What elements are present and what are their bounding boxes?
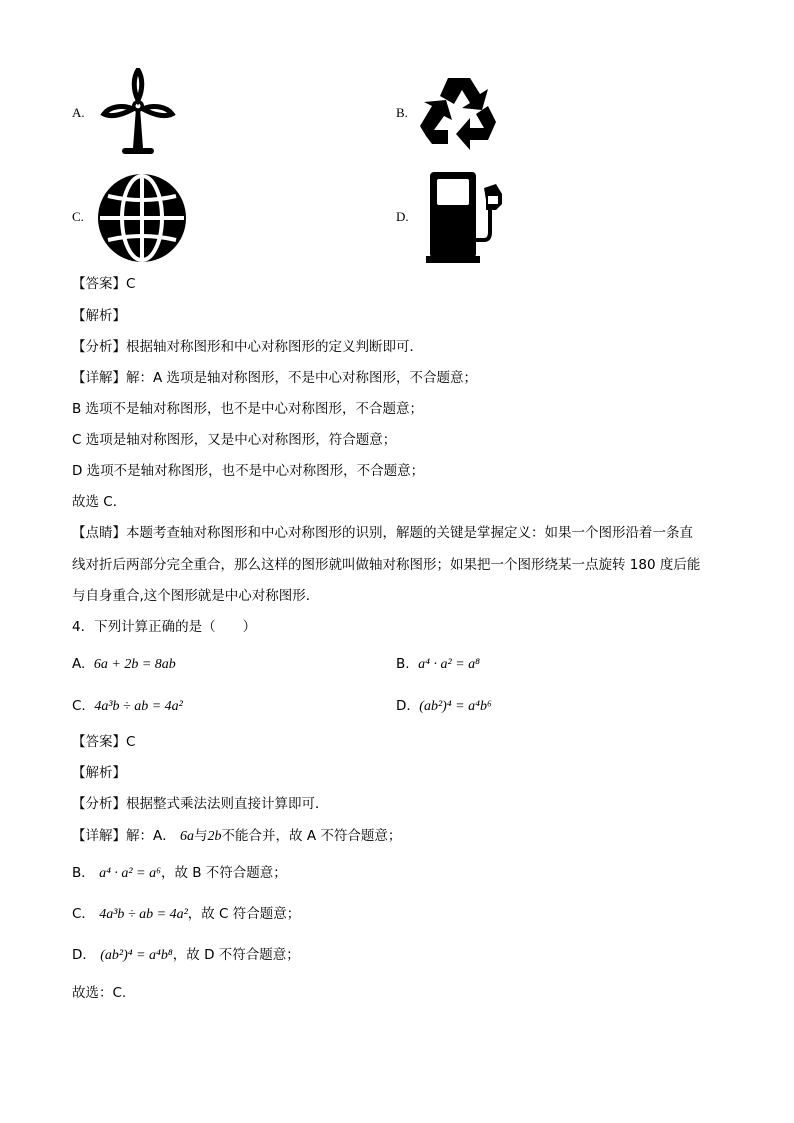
q4-option-c: [72, 697, 183, 716]
xiangjie-tag: 【详解】: [72, 828, 126, 844]
q4-analysis-tag: 【解析】: [72, 765, 126, 781]
fenxi-text: 根据整式乘法法则直接计算即可．: [126, 796, 329, 812]
option-expr: 4a³b ÷ ab = 4a²: [94, 699, 183, 714]
option-letter: C.: [72, 698, 86, 714]
q3-xiangjie-line: [72, 369, 477, 387]
math-6a: 6a: [180, 829, 195, 844]
line-lead: D．: [72, 947, 96, 963]
q3-option-d-label: D.: [396, 209, 409, 224]
xiangjie-intro: 解：A．: [126, 828, 176, 844]
xiangjie-text: 解：A 选项是轴对称图形，不是中心对称图形，不合题意；: [126, 370, 478, 386]
answer-tag: 【答案】: [72, 734, 126, 750]
q3-xiangjie-line-b: B 选项不是轴对称图形，也不是中心对称图形，不合题意；: [72, 401, 424, 417]
answer-value: C: [126, 734, 136, 750]
q3-dianjing-line: [72, 524, 693, 542]
q4-answer-line: [72, 733, 135, 751]
line-expr: a⁴ · a² = a⁶: [99, 866, 161, 881]
q4-xiangjie-line-b: [72, 864, 287, 883]
q4-xiangjie-line-d: [72, 946, 300, 965]
q3-fenxi-line: [72, 338, 423, 356]
q3-option-b-label: B.: [396, 105, 408, 120]
xiangjie-tail: 不能合并，故 A 不符合题意；: [221, 828, 402, 844]
fenxi-text: 根据轴对称图形和中心对称图形的定义判断即可．: [126, 339, 423, 355]
q3-analysis-tag: 【解析】: [72, 308, 126, 324]
q3-option-a-label: A.: [72, 105, 85, 120]
wind-turbine-icon: [100, 68, 176, 156]
q3-xiangjie-line-c: C 选项是轴对称图形，又是中心对称图形，符合题意；: [72, 432, 397, 448]
line-expr: (ab²)⁴ = a⁴b⁸: [100, 948, 173, 963]
q4-option-a: [72, 655, 176, 674]
option-expr: 6a + 2b = 8ab: [93, 657, 176, 672]
option-expr: (ab²)⁴ = a⁴b⁶: [419, 699, 492, 714]
dianjing-text: 本题考查轴对称图形和中心对称图形的识别，解题的关键是掌握定义：如果一个图形沿着一条直: [126, 525, 693, 541]
q4-fenxi-line: [72, 795, 329, 813]
option-expr: a⁴ · a² = a⁸: [418, 657, 481, 672]
line-tail: ，故 B 不符合题意；: [160, 865, 287, 881]
q4-option-d: [396, 697, 492, 716]
option-letter: A.: [72, 656, 86, 672]
fuel-pump-icon: [426, 170, 506, 264]
option-letter: B.: [396, 656, 410, 672]
line-tail: ，故 D 不符合题意；: [172, 947, 300, 963]
xiangjie-tag: 【详解】: [72, 370, 126, 386]
q4-conclusion: 故选：C.: [72, 985, 127, 1001]
fenxi-tag: 【分析】: [72, 796, 126, 812]
dianjing-tag: 【点睛】: [72, 525, 126, 541]
q4-stem: 4．下列计算正确的是（ ）: [72, 619, 257, 635]
q3-conclusion: 故选 C．: [72, 494, 127, 510]
line-lead: B．: [72, 865, 95, 881]
line-tail: ，故 C 符合题意；: [187, 906, 301, 922]
answer-value: C: [126, 276, 136, 292]
fenxi-tag: 【分析】: [72, 339, 126, 355]
q4-xiangjie-line-c: [72, 905, 300, 924]
q4-xiangjie-line-a: [72, 827, 401, 846]
globe-icon: [96, 172, 188, 264]
option-letter: D.: [396, 698, 411, 714]
connector-text: 与: [194, 828, 208, 844]
q3-option-c-label: C.: [72, 209, 84, 224]
answer-tag: 【答案】: [72, 276, 126, 292]
recycle-icon: [418, 74, 502, 154]
line-lead: C．: [72, 906, 95, 922]
math-2b: 2b: [207, 829, 222, 844]
q3-answer-line: [72, 275, 135, 293]
line-expr: 4a³b ÷ ab = 4a²: [99, 907, 188, 922]
q3-dianjing-line-2: 线对折后两部分完全重合，那么这样的图形就叫做轴对称图形；如果把一个图形绕某一点旋转 180 度后能: [72, 557, 701, 573]
q3-dianjing-line-3: 与自身重合,这个图形就是中心对称图形．: [72, 588, 320, 604]
q4-option-b: [396, 655, 480, 674]
q3-xiangjie-line-d: D 选项不是轴对称图形，也不是中心对称图形，不合题意；: [72, 463, 425, 479]
